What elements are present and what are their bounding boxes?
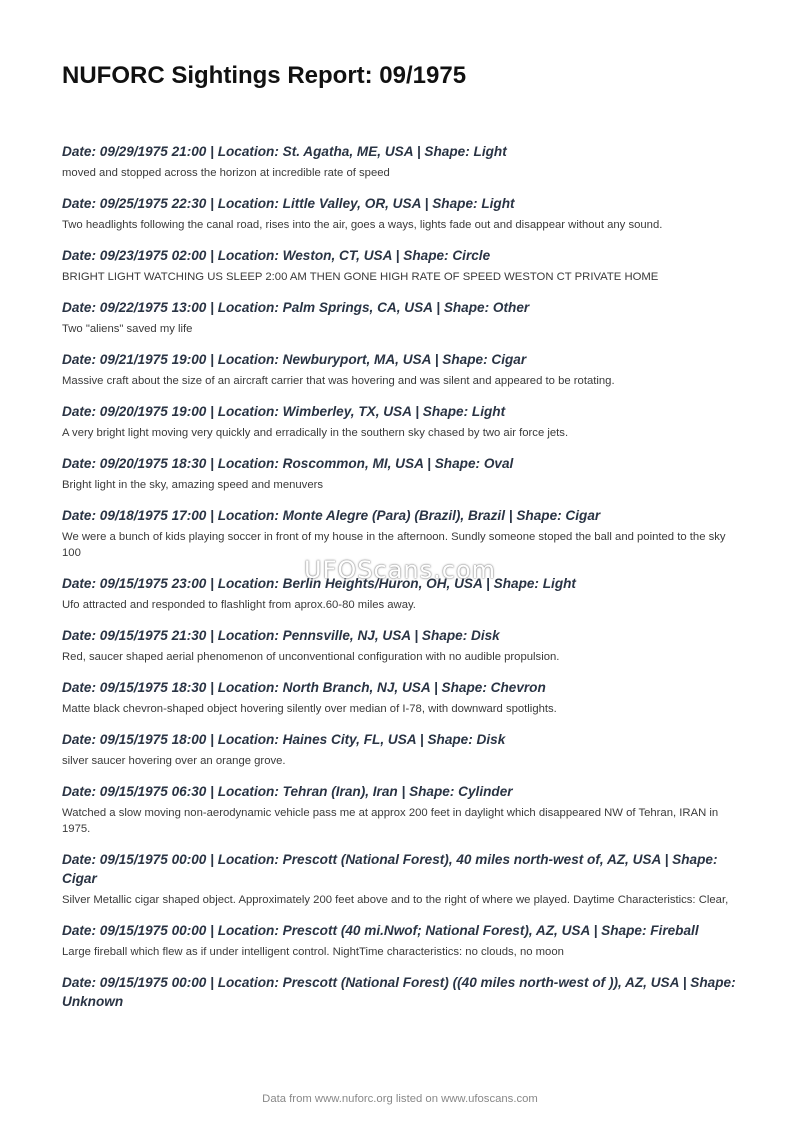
sighting-entry bbox=[62, 850, 742, 908]
sighting-header: Date: 09/20/1975 19:00 | Location: Wimberley, TX, USA | Shape: Light bbox=[62, 404, 506, 419]
sighting-description: Matte black chevron-shaped object hovering silently over median of I-78, with downward spotlights. bbox=[62, 703, 557, 715]
sighting-description: Silver Metallic cigar shaped object. Approximately 200 feet above and to the right of where we played. Daytime Characteristics: Clear, bbox=[62, 894, 729, 906]
sighting-header: Date: 09/15/1975 21:30 | Location: Pennsville, NJ, USA | Shape: Disk bbox=[62, 628, 500, 643]
sighting-description: Massive craft about the size of an aircraft carrier that was hovering and was silent and appeared to be rotating. bbox=[62, 375, 615, 387]
sighting-description: Red, saucer shaped aerial phenomenon of unconventional configuration with no audible propulsion. bbox=[62, 651, 560, 663]
page-title: NUFORC Sightings Report: 09/1975 bbox=[62, 62, 467, 89]
sighting-entry bbox=[62, 973, 742, 1011]
sighting-header: Date: 09/15/1975 00:00 | Location: Prescott (National Forest), 40 miles north-west of, AZ, USA | Shape: Cigar bbox=[62, 852, 718, 886]
sighting-entry bbox=[62, 921, 742, 960]
sighting-entry bbox=[62, 142, 742, 181]
sighting-entry bbox=[62, 454, 742, 493]
sighting-entry bbox=[62, 626, 742, 665]
sighting-entry bbox=[62, 298, 742, 337]
sighting-header: Date: 09/29/1975 21:00 | Location: St. Agatha, ME, USA | Shape: Light bbox=[62, 144, 507, 159]
sighting-description: moved and stopped across the horizon at incredible rate of speed bbox=[62, 167, 390, 179]
sighting-description: Bright light in the sky, amazing speed and menuvers bbox=[62, 479, 324, 491]
sighting-entry bbox=[62, 782, 742, 837]
sightings-list bbox=[62, 142, 742, 1024]
sighting-header: Date: 09/15/1975 23:00 | Location: Berlin Heights/Huron, OH, USA | Shape: Light bbox=[62, 576, 576, 591]
sighting-entry bbox=[62, 194, 742, 233]
sighting-entry bbox=[62, 246, 742, 285]
sighting-header: Date: 09/22/1975 13:00 | Location: Palm Springs, CA, USA | Shape: Other bbox=[62, 300, 530, 315]
sighting-entry bbox=[62, 574, 742, 613]
sighting-description: Ufo attracted and responded to flashlight from aprox.60-80 miles away. bbox=[62, 599, 416, 611]
sighting-header: Date: 09/21/1975 19:00 | Location: Newburyport, MA, USA | Shape: Cigar bbox=[62, 352, 527, 367]
sighting-header: Date: 09/18/1975 17:00 | Location: Monte Alegre (Para) (Brazil), Brazil | Shape: Cigar bbox=[62, 508, 601, 523]
sighting-header: Date: 09/25/1975 22:30 | Location: Little Valley, OR, USA | Shape: Light bbox=[62, 196, 515, 211]
sighting-description: Watched a slow moving non-aerodynamic vehicle pass me at approx 200 feet in daylight which disappeared NW of Tehran, IRAN in 1975. bbox=[62, 807, 719, 835]
sighting-description: Two "aliens" saved my life bbox=[62, 323, 193, 335]
watermark: UFOScans.com bbox=[304, 556, 496, 584]
sighting-description: Two headlights following the canal road, rises into the air, goes a ways, lights fade out and disappear without any sound. bbox=[62, 219, 663, 231]
sighting-header: Date: 09/15/1975 00:00 | Location: Prescott (National Forest) ((40 miles north-west of )), AZ, USA | Shape: Unknown bbox=[62, 975, 736, 1009]
sighting-description: BRIGHT LIGHT WATCHING US SLEEP 2:00 AM THEN GONE HIGH RATE OF SPEED WESTON CT PRIVATE HOME bbox=[62, 271, 659, 283]
sighting-entry bbox=[62, 402, 742, 441]
sighting-header: Date: 09/15/1975 00:00 | Location: Prescott (40 mi.Nwof; National Forest), AZ, USA | Shape: Fireball bbox=[62, 923, 699, 938]
sighting-entry bbox=[62, 350, 742, 389]
sighting-header: Date: 09/20/1975 18:30 | Location: Roscommon, MI, USA | Shape: Oval bbox=[62, 456, 514, 471]
sighting-description: We were a bunch of kids playing soccer in front of my house in the afternoon. Sundly someone stoped the ball and pointed to the sky 100 bbox=[62, 531, 726, 559]
sighting-description: A very bright light moving very quickly and erradically in the southern sky chased by two air force jets. bbox=[62, 427, 569, 439]
sighting-header: Date: 09/15/1975 18:00 | Location: Haines City, FL, USA | Shape: Disk bbox=[62, 732, 506, 747]
sighting-entry bbox=[62, 506, 742, 561]
footer-credit: Data from www.nuforc.org listed on www.ufoscans.com bbox=[262, 1093, 538, 1105]
sighting-header: Date: 09/15/1975 06:30 | Location: Tehran (Iran), Iran | Shape: Cylinder bbox=[62, 784, 513, 799]
sighting-entry bbox=[62, 678, 742, 717]
sighting-entry bbox=[62, 730, 742, 769]
sighting-description: silver saucer hovering over an orange grove. bbox=[62, 755, 286, 767]
sighting-header: Date: 09/15/1975 18:30 | Location: North Branch, NJ, USA | Shape: Chevron bbox=[62, 680, 546, 695]
sighting-header: Date: 09/23/1975 02:00 | Location: Weston, CT, USA | Shape: Circle bbox=[62, 248, 491, 263]
sighting-description: Large fireball which flew as if under intelligent control. NightTime characteristics: no clouds, no moon bbox=[62, 946, 564, 958]
